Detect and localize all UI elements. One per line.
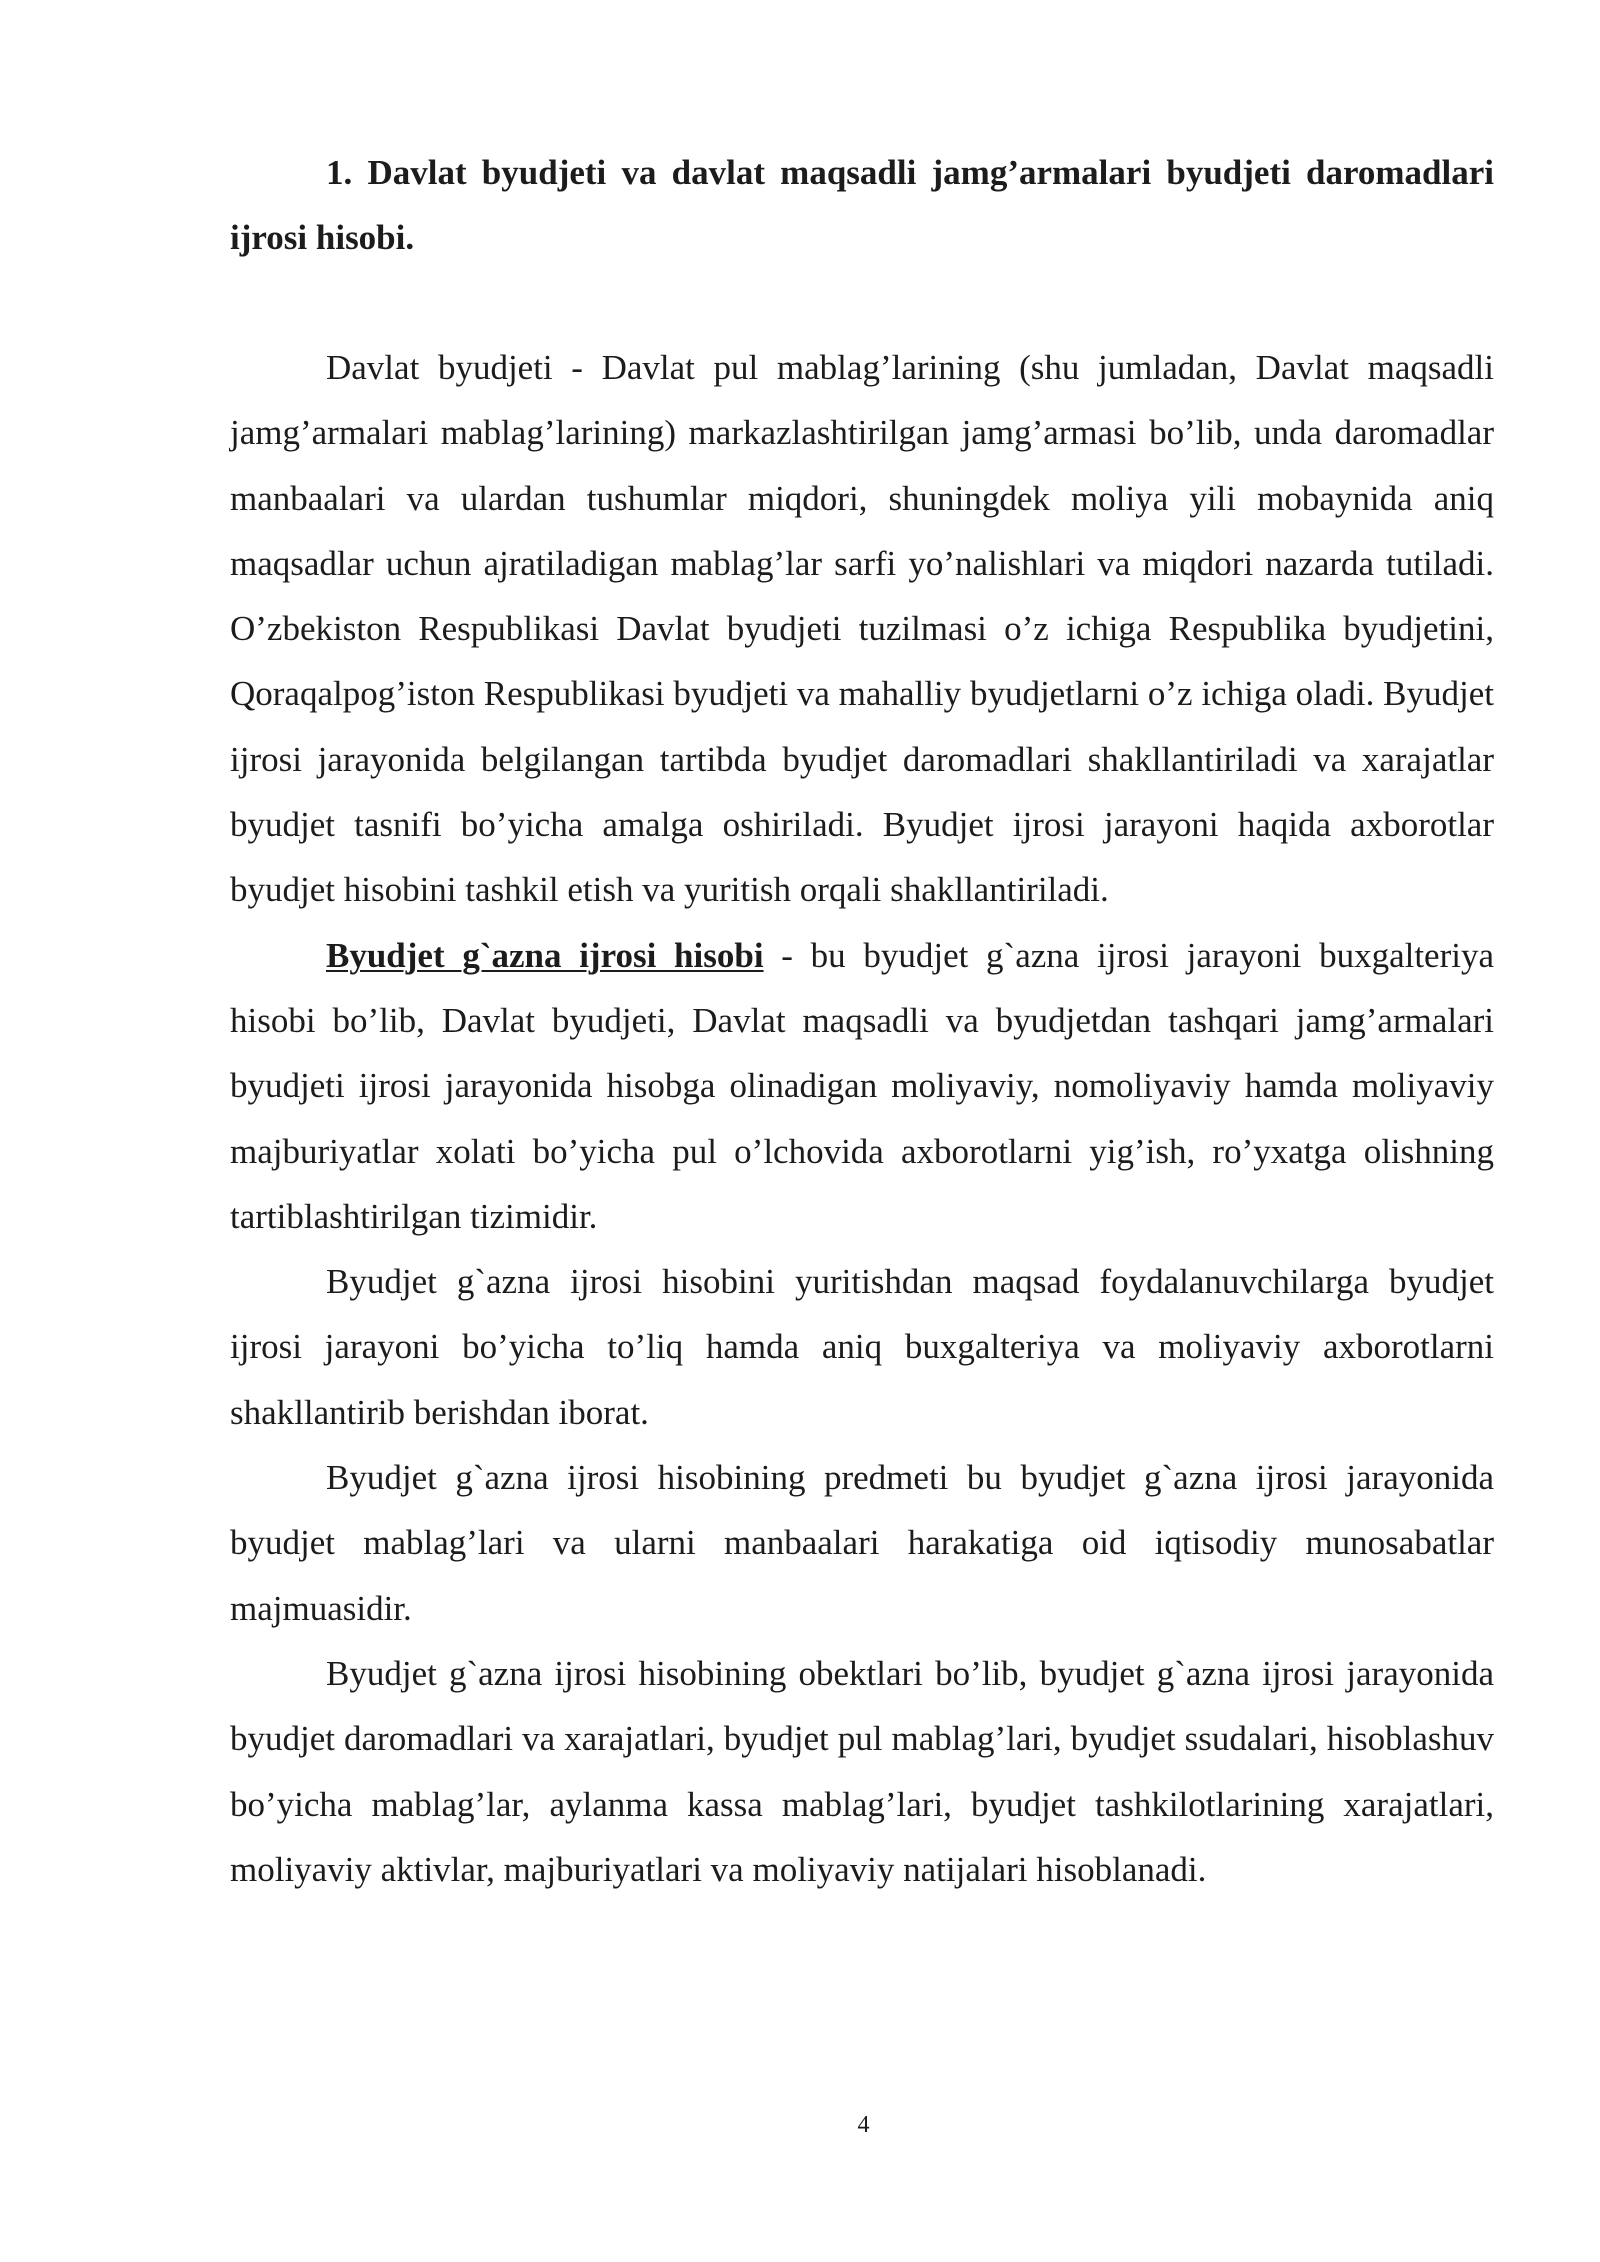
document-page [230, 140, 1494, 1902]
defined-term: Byudjet g`azna ijrosi hisobi [326, 935, 764, 975]
heading-spacer [230, 270, 1494, 335]
paragraph-purpose: Byudjet g`azna ijrosi hisobini yuritishdan maqsad foydalanuvchilarga byudjet ijrosi jarayoni bo’yicha to’liq hamda aniq buxgalteriya va moliyaviy axborotlarni shakllantirib berishdan iborat. [230, 1262, 1494, 1432]
paragraph-gazna-ijrosi-definition [230, 923, 1494, 1249]
paragraph-subject: Byudjet g`azna ijrosi hisobining predmeti bu byudjet g`azna ijrosi jarayonida byudjet mablag’lari va ularni manbaalari harakatiga oid iqtisodiy munosabatlar majmuasidir. [230, 1458, 1494, 1628]
paragraph-davlat-byudjeti: Davlat byudjeti - Davlat pul mablag’larining (shu jumladan, Davlat maqsadli jamg’armalari mablag’larining) markazlashtirilgan jamg’armasi bo’lib, unda daromadlar manbaalari va ulardan tushumlar miqdori, shuningdek moliya yili mobaynida aniq maqsadlar uchun ajratiladigan mablag’lar sarfi yo’nalishlari va miqdori nazarda tutiladi. O’zbekiston Respublikasi Davlat byudjeti tuzilmasi o’z ichiga Respublika byudjetini, Qoraqalpog’iston Respublikasi byudjeti va mahalliy byudjetlarni o’z ichiga oladi. Byudjet ijrosi jarayonida belgilangan tartibda byudjet daromadlari shakllantiriladi va xarajatlar byudjet tasnifi bo’yicha amalga oshiriladi. Byudjet ijrosi jarayoni haqida axborotlar byudjet hisobini tashkil etish va yuritish orqali shakllantiriladi. [230, 348, 1494, 910]
paragraph-objects: Byudjet g`azna ijrosi hisobining obektlari bo’lib, byudjet g`azna ijrosi jarayonida byudjet daromadlari va xarajatlari, byudjet pul mablag’lari, byudjet ssudalari, hisoblashuv bo’yicha mablag’lar, aylanma kassa mablag’lari, byudjet tashkilotlarining xarajatlari, moliyaviy aktivlar, majburiyatlari va moliyaviy natijalari hisoblanadi. [230, 1653, 1494, 1889]
definition-text: - bu byudjet g`azna ijrosi jarayoni buxgalteriya hisobi bo’lib, Davlat byudjeti, Davlat maqsadli va byudjetdan tashqari jamg’armalari byudjeti ijrosi jarayonida hisobga olinadigan moliyaviy, nomoliyaviy hamda moliyaviy majburiyatlar xolati bo’yicha pul o’lchovida axborotlarni yig’ish, ro’yxatga olishning tartiblashtirilgan tizimidir. [230, 935, 1494, 1236]
section-heading: 1. Davlat byudjeti va davlat maqsadli jamg’armalari byudjeti daromadlari ijrosi hisobi. [230, 153, 1494, 257]
page-number: 4 [857, 2112, 870, 2138]
